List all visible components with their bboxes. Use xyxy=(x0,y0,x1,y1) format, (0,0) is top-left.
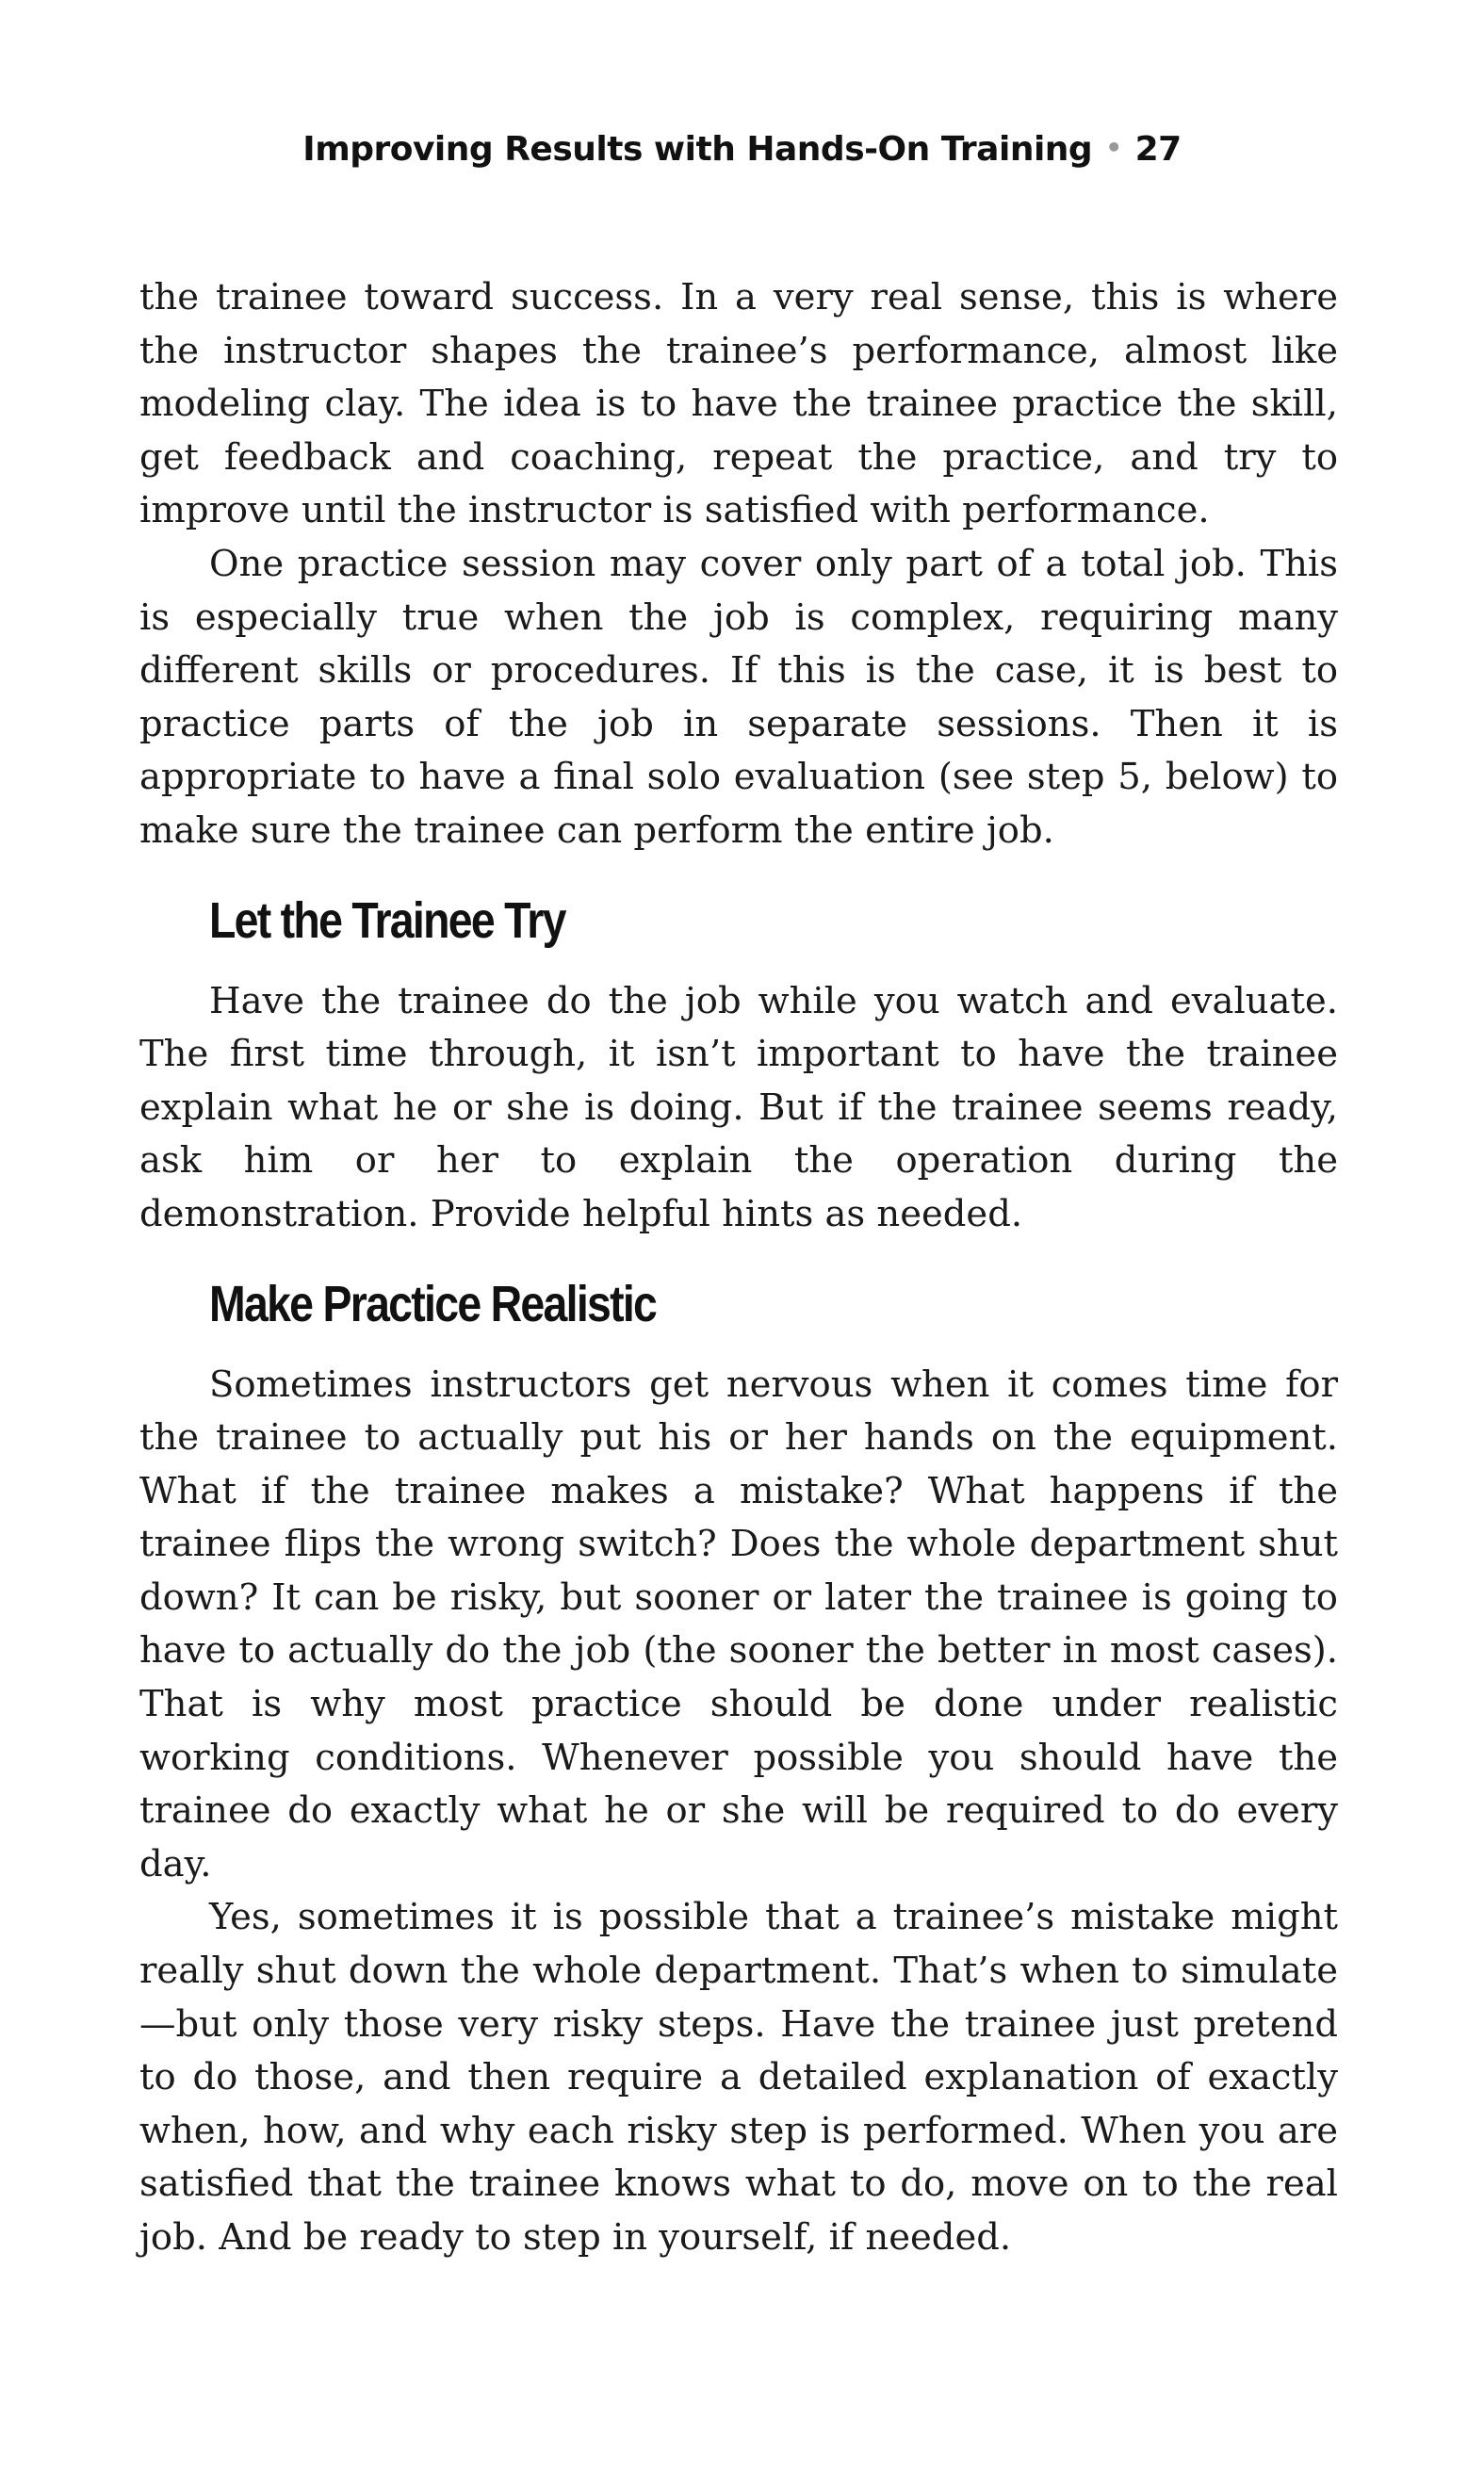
separator-dot: • xyxy=(1105,132,1122,163)
chapter-title: Improving Results with Hands-On Training xyxy=(302,130,1093,169)
paragraph: Yes, sometimes it is possible that a trainee’s mistake might really shut down the whole department. That’s when to simulate—but only those very risky steps. Have the trainee just pretend to do those, and then require a detailed explanation of exactly when, how, and why each risky step is performed. When you are satisfied that the trainee knows what to do, move on to the real job. And be ready to step in yourself, if needed. xyxy=(139,1896,1338,2259)
paragraph: One practice session may cover only part of a total job. This is especially true when the job is complex, requiring many different skills or procedures. If this is the case, it is best to practice parts of the job in separate sessions. Then it is appropriate to have a final solo evaluation (see step 5, below) to make sure the trainee can perform the entire job. xyxy=(139,542,1338,852)
body-text xyxy=(139,271,1338,2265)
paragraph: Sometimes instructors get nervous when it comes time for the trainee to actually put his or her hands on the equipment. What if the trainee makes a mistake? What happens if the trainee flips the wrong switch? Does the whole department shut down? It can be risky, but sooner or later the trainee is going to have to actually do the job (the sooner the better in most cases). That is why most practice should be done under realistic working conditions. Whenever possible you should have the trainee do exactly what he or she will be required to do every day. xyxy=(139,1363,1338,1885)
section-heading-make-practice-realistic: Make Practice Realistic xyxy=(209,1275,657,1332)
page-number: 27 xyxy=(1134,130,1182,169)
paragraph-continued: the trainee toward success. In a very real sense, this is where the instructor shapes the trainee’s performance, almost like modeling clay. The idea is to have the trainee practice the skill, get feedback and coaching, repeat the practice, and try to improve until the instructor is satisfied with performance. xyxy=(139,276,1338,532)
section-heading-let-trainee-try: Let the Trainee Try xyxy=(209,891,565,949)
paragraph: Have the trainee do the job while you watch and evaluate. The first time through, it isn’t important to have the trainee explain what he or she is doing. But if the trainee seems ready, ask him or her to explain the operation during the demonstration. Provide helpful hints as needed. xyxy=(139,979,1338,1235)
running-header xyxy=(141,130,1343,169)
